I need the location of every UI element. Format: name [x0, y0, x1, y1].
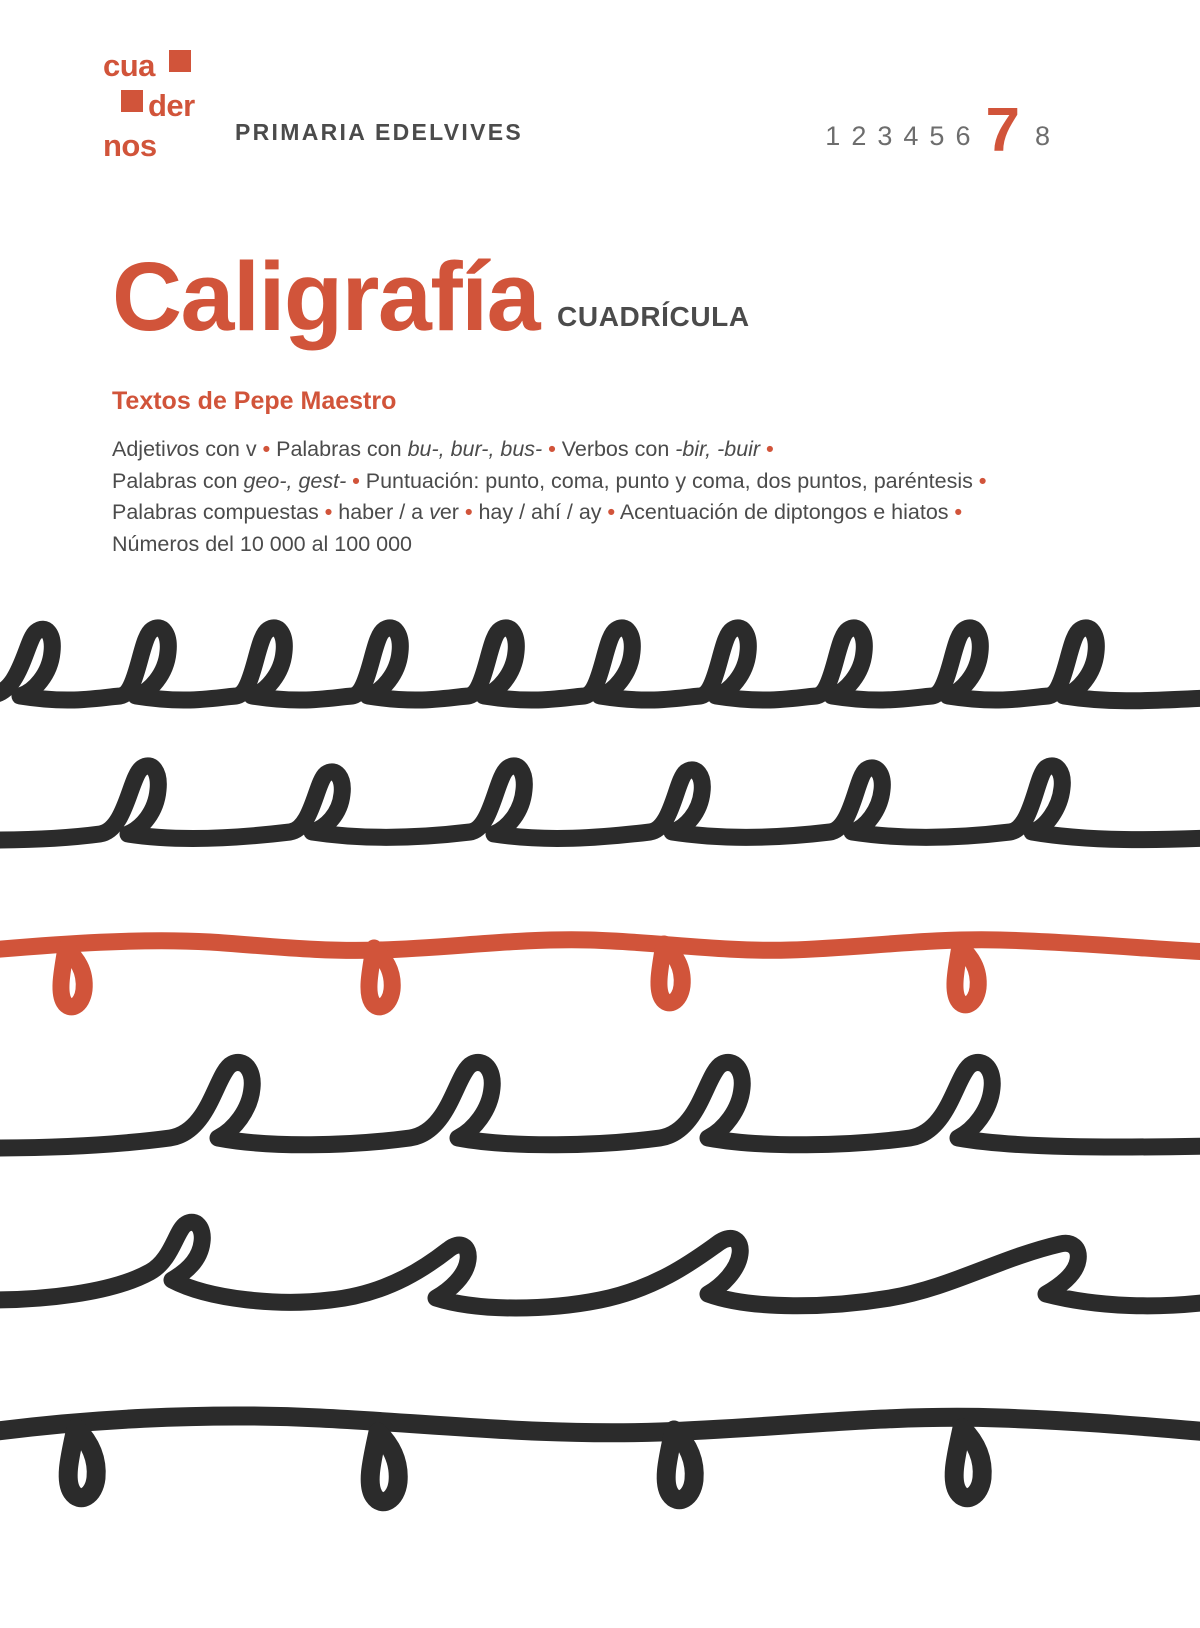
logo-square-top — [169, 50, 191, 72]
contents-list — [112, 434, 1092, 560]
level-number-4: 4 — [903, 121, 919, 151]
level-number-1: 1 — [825, 121, 841, 151]
title-row — [112, 242, 1092, 351]
level-number-2: 2 — [851, 121, 867, 151]
logo-square-middle — [121, 90, 143, 112]
stroke-row-2 — [0, 766, 1200, 840]
stroke-row-1 — [0, 628, 1200, 701]
level-number-5: 5 — [929, 121, 945, 151]
contents-line-1: Adjetivos con v • Palabras con bu-, bur-, bus- • Verbos con -bir, -buir • — [112, 437, 774, 461]
cursive-strokes-svg — [0, 600, 1200, 1628]
stroke-row-3-accent — [0, 940, 1200, 1007]
logo-word-der: der — [148, 88, 195, 123]
stroke-row-6 — [0, 1416, 1200, 1502]
level-number-strip — [825, 96, 1050, 165]
level-number-6: 6 — [955, 121, 971, 151]
level-number-current: 7 — [985, 96, 1020, 165]
logo-mark — [103, 42, 223, 163]
contents-line-2: Palabras con geo-, gest- • Puntuación: punto, coma, punto y coma, dos puntos, paréntesis • — [112, 468, 987, 493]
brand-logo — [103, 42, 524, 163]
stroke-row-4 — [0, 1062, 1200, 1148]
logo-word-nos: nos — [103, 128, 157, 163]
contents-line-3: Palabras compuestas • haber / a ver • hay / ahí / ay • Acentuación de diptongos e hiatos • — [112, 500, 963, 525]
author-line: Textos de Pepe Maestro — [112, 387, 397, 415]
logo-tagline: PRIMARIA EDELVIVES — [235, 119, 524, 145]
page-title: Caligrafía — [112, 242, 540, 351]
level-number-3: 3 — [877, 121, 893, 151]
page-subtitle: CUADRÍCULA — [557, 301, 750, 332]
title-area — [112, 242, 1092, 560]
stroke-row-5 — [0, 1222, 1200, 1308]
cursive-illustration — [0, 600, 1200, 1628]
contents-line-4: Números del 10 000 al 100 000 — [112, 531, 413, 556]
logo-word-cua: cua — [103, 48, 155, 83]
level-number-8: 8 — [1034, 121, 1050, 151]
